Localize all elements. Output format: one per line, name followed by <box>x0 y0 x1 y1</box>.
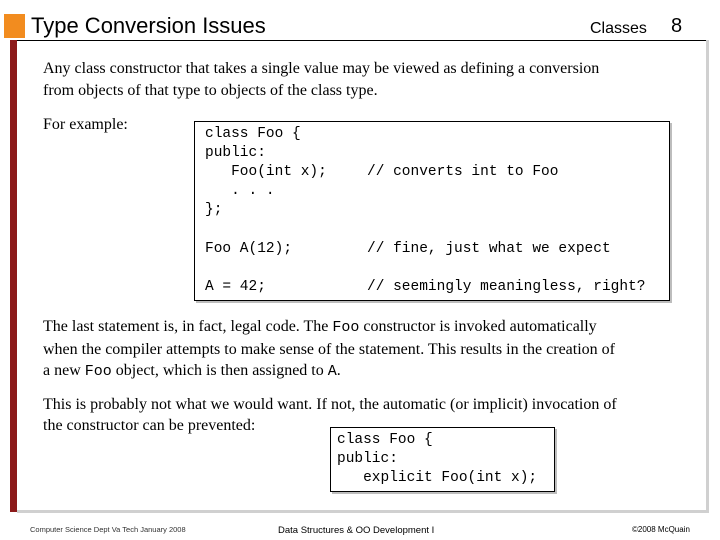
code-line: class Foo { <box>337 432 433 448</box>
explanation-line-1 <box>43 316 597 339</box>
code-line: Foo A(12); <box>205 241 293 257</box>
slide-title: Type Conversion Issues <box>31 13 266 38</box>
code-line: A = 42; <box>205 279 266 295</box>
inline-code: Foo <box>84 363 112 380</box>
top-rule <box>17 40 707 41</box>
slide-shadow-bottom <box>17 510 709 513</box>
inline-code: A <box>327 363 337 380</box>
code-line: explicit Foo(int x); <box>337 470 538 486</box>
code-line: . . . <box>205 183 275 199</box>
code-comment: // fine, just what we expect <box>367 241 611 257</box>
accent-square <box>4 14 25 38</box>
code-line: public: <box>205 145 266 161</box>
page-number: 8 <box>671 15 683 37</box>
intro-line-1: Any class constructor that takes a single value may be viewed as defining a conversion <box>43 60 600 77</box>
example-label: For example: <box>43 116 128 133</box>
footer-right: ©2008 McQuain <box>632 525 690 534</box>
explanation-line-3 <box>43 360 341 383</box>
left-bar <box>10 40 17 512</box>
code-line: public: <box>337 451 398 467</box>
footer-left: Computer Science Dept Va Tech January 2008 <box>30 525 186 534</box>
code-explicit-box <box>330 427 555 492</box>
explanation-line-2: when the compiler attempts to make sense of the statement. This results in the creation of <box>43 341 615 358</box>
code-line: class Foo { <box>205 126 301 142</box>
code-line: Foo(int x); <box>205 164 327 180</box>
prevention-line-1: This is probably not what we would want. If not, the automatic (or implicit) invocation of <box>43 396 617 413</box>
explanation-text: . <box>336 362 341 379</box>
prevention-line-2: the constructor can be prevented: <box>43 417 256 434</box>
section-label: Classes <box>590 20 647 37</box>
slide-shadow-right <box>706 40 709 512</box>
intro-line-2: from objects of that type to objects of the class type. <box>43 82 378 99</box>
explanation-text: object, which is then assigned to <box>111 362 328 379</box>
code-comment: // seemingly meaningless, right? <box>367 279 646 295</box>
code-example-box <box>194 121 670 301</box>
explanation-text: constructor is invoked automatically <box>359 318 597 335</box>
code-line: }; <box>205 202 223 218</box>
inline-code: Foo <box>332 319 360 336</box>
explanation-text: a new <box>43 362 85 379</box>
footer-center: Data Structures & OO Development I <box>278 525 435 536</box>
explanation-text: The last statement is, in fact, legal code. The <box>43 318 333 335</box>
code-comment: // converts int to Foo <box>367 164 559 180</box>
